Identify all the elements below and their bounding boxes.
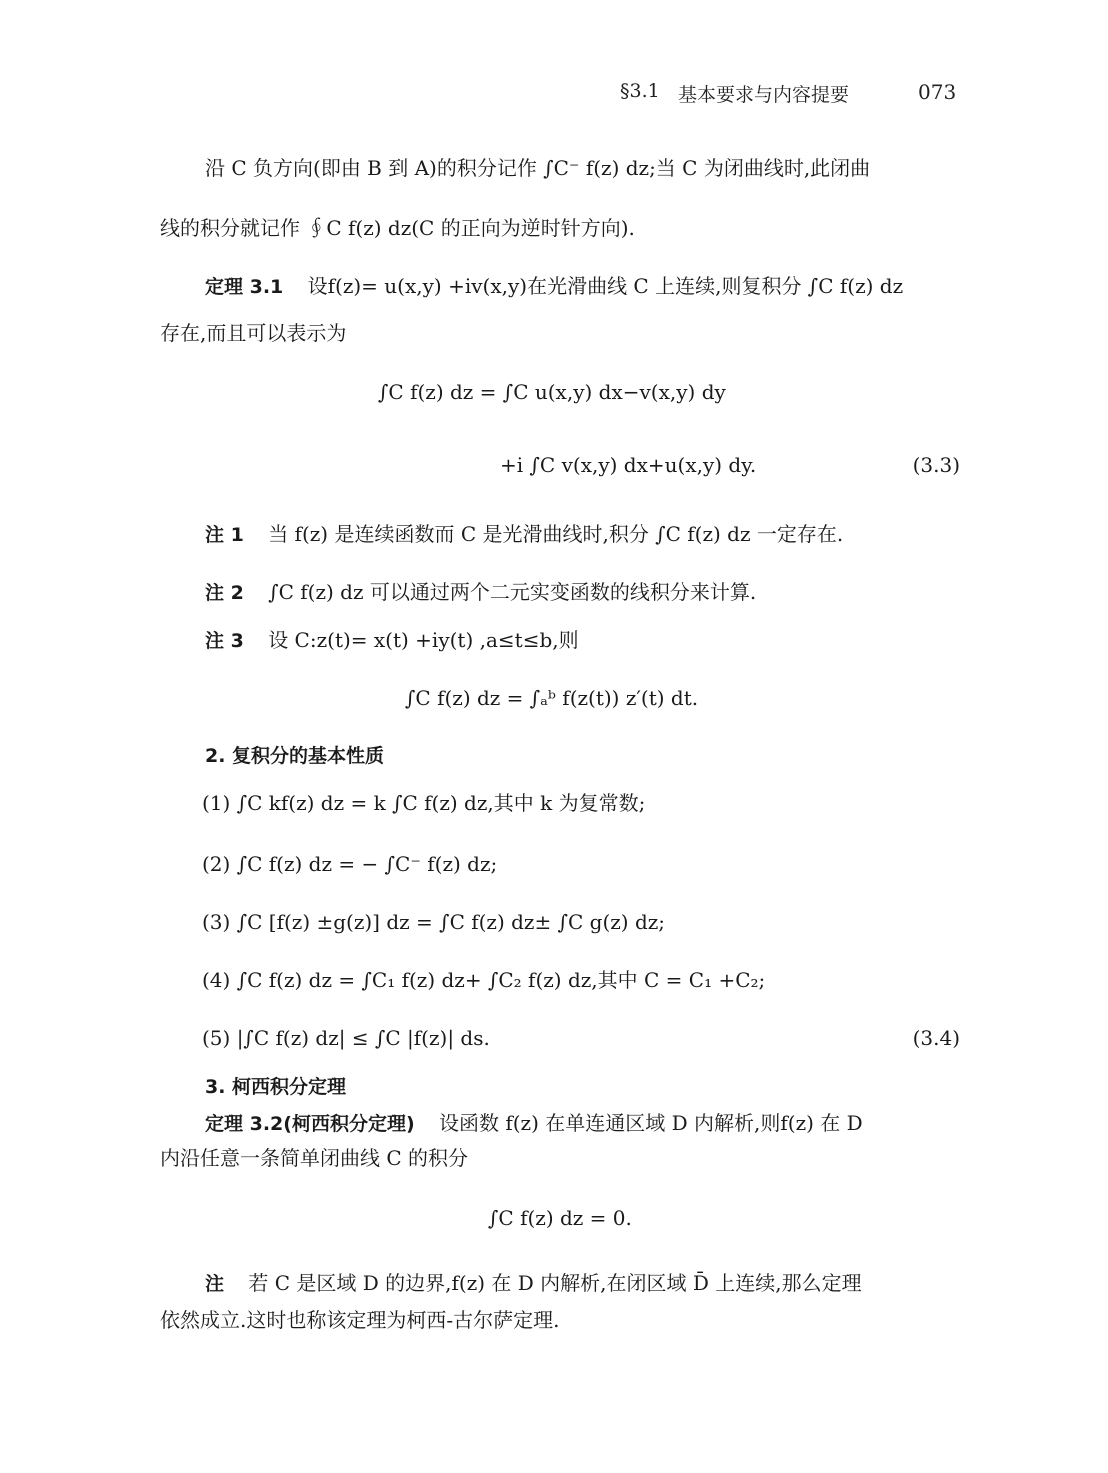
note-text: 当 f(z) 是连续函数而 C 是光滑曲线时,积分 ∫C f(z) dz 一定存在.	[268, 522, 844, 546]
running-header-section: §3.1	[620, 80, 660, 102]
property-text: (5) |∫C f(z) dz| ≤ ∫C |f(z)| ds.	[202, 1026, 490, 1050]
note-label: 注 2	[205, 582, 244, 604]
note-label: 注 3	[205, 630, 244, 652]
paragraph-line: 沿 C 负方向(即由 B 到 A)的积分记作 ∫C⁻ f(z) dz;当 C 为闭曲线时,此闭曲	[205, 156, 871, 180]
theorem-label: 定理 3.2(柯西积分定理)	[205, 1113, 415, 1135]
property-item: (2) ∫C f(z) dz = − ∫C⁻ f(z) dz;	[202, 852, 498, 876]
theorem-label: 定理 3.1	[205, 276, 284, 298]
note-text: 设 C:z(t)= x(t) +iy(t) ,a≤t≤b,则	[268, 628, 579, 652]
section-heading: 2. 复积分的基本性质	[205, 745, 385, 767]
theorem-3-1-line	[160, 271, 1005, 302]
paragraph-line: 线的积分就记作 ∮C f(z) dz(C 的正向为逆时针方向).	[160, 216, 635, 240]
note-text: 若 C 是区域 D 的边界,f(z) 在 D 内解析,在闭区域 D̄ 上连续,那么定理	[248, 1271, 862, 1295]
note-text: ∫C f(z) dz 可以通过两个二元实变函数的线积分来计算.	[268, 580, 757, 604]
theorem-text: 设函数 f(z) 在单连通区域 D 内解析,则f(z) 在 D	[439, 1111, 863, 1135]
theorem-text: 设f(z)= u(x,y) +iv(x,y)在光滑曲线 C 上连续,则复积分 ∫C f(z) dz	[307, 274, 904, 298]
note-label: 注	[205, 1273, 225, 1295]
note-3-line	[160, 625, 1005, 656]
equation-number: (3.3)	[912, 453, 960, 477]
property-item: (4) ∫C f(z) dz = ∫C₁ f(z) dz+ ∫C₂ f(z) dz,其中 C = C₁ +C₂;	[202, 968, 766, 992]
note-2-line	[160, 577, 1005, 608]
theorem-3-2-line	[160, 1108, 1005, 1139]
running-header-title: 基本要求与内容提要	[678, 84, 850, 106]
paragraph-line: 内沿任意一条简单闭曲线 C 的积分	[160, 1146, 469, 1170]
equation-3-3-line1: ∫C f(z) dz = ∫C u(x,y) dx−v(x,y) dy	[378, 380, 726, 404]
section-heading: 3. 柯西积分定理	[205, 1076, 347, 1098]
equation-text: +i ∫C v(x,y) dx+u(x,y) dy.	[500, 453, 757, 477]
note-1-line	[160, 519, 1005, 550]
note-3-equation: ∫C f(z) dz = ∫ₐᵇ f(z(t)) z′(t) dt.	[405, 686, 699, 710]
page-number: 073	[918, 80, 957, 104]
paragraph-line: 存在,而且可以表示为	[160, 321, 347, 345]
theorem-3-2-equation: ∫C f(z) dz = 0.	[488, 1206, 632, 1230]
equation-number: (3.4)	[912, 1026, 960, 1050]
note-label: 注 1	[205, 524, 244, 546]
property-item: (1) ∫C kf(z) dz = k ∫C f(z) dz,其中 k 为复常数;	[202, 791, 646, 815]
final-note-line	[160, 1268, 1005, 1299]
paragraph-line: 依然成立.这时也称该定理为柯西-古尔萨定理.	[160, 1308, 560, 1332]
property-item: (3) ∫C [f(z) ±g(z)] dz = ∫C f(z) dz± ∫C g(z) dz;	[202, 910, 666, 934]
